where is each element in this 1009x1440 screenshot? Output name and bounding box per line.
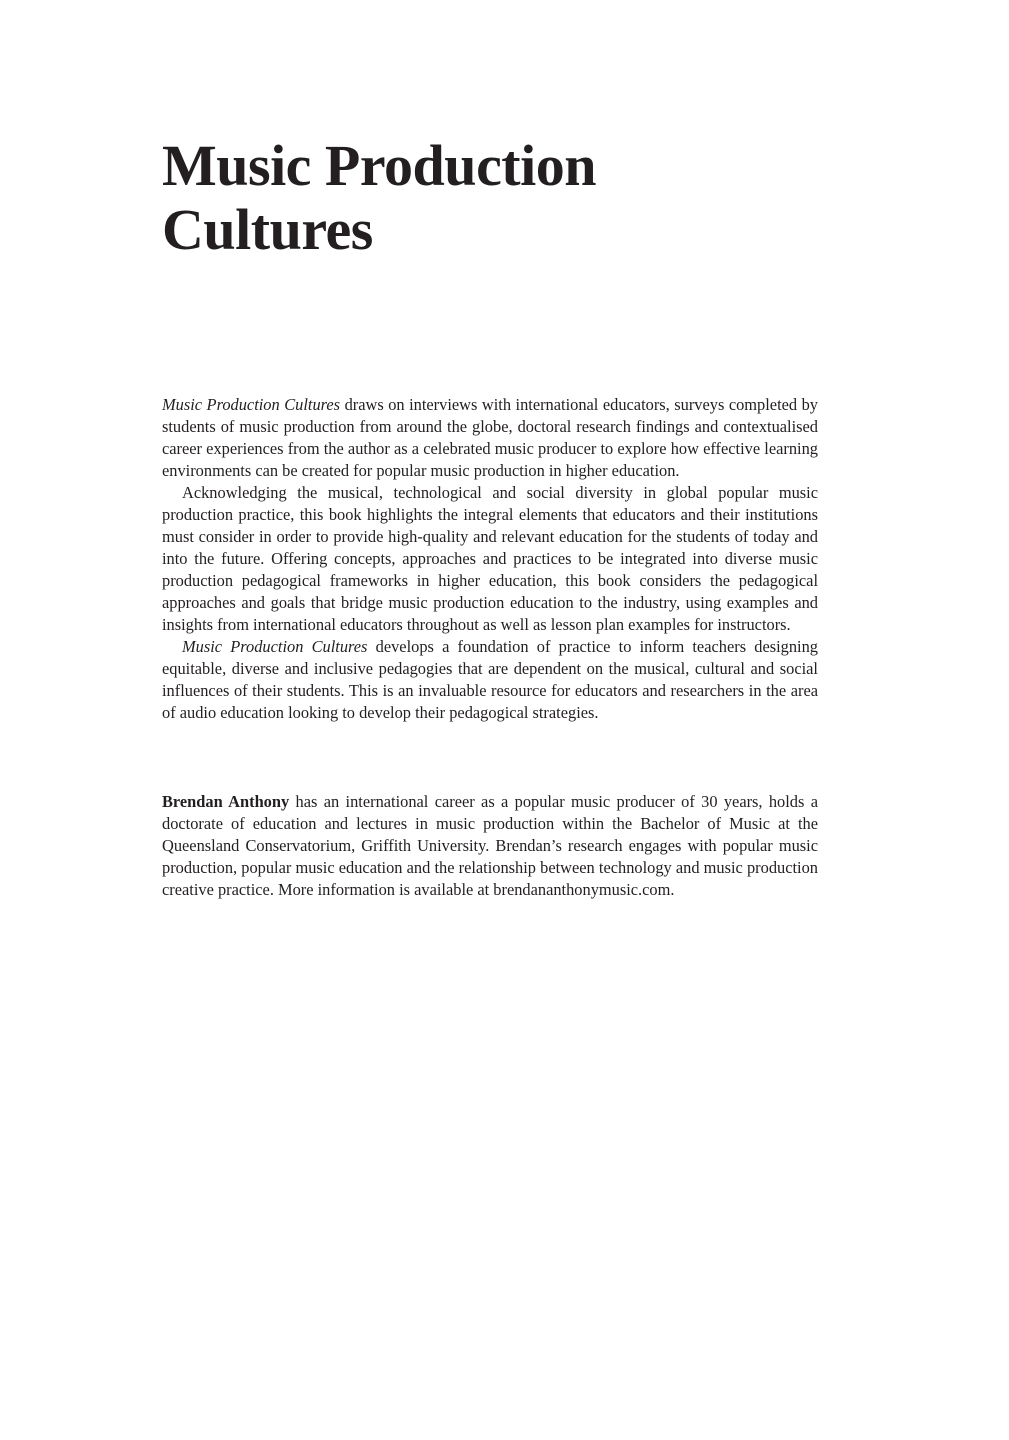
description-book-title-italic-2: Music Production Cultures <box>182 637 368 656</box>
description-paragraph-1-text: draws on interviews with international educators, surveys completed by students of music production from around the globe, doctoral research findings and contextualised career experiences from the author as a celebrated music producer to explore how effective learning environments can be created for popular music production in higher education. <box>162 395 819 480</box>
author-bio-text: has an international career as a popular music producer of 30 years, holds a doctorate of education and lectures in music production within the Bachelor of Music at the Queensland Conservatorium, Griffith University. Brendan’s research engages with popular music production, popular music education and the relationship between technology and music production creative practice. More information is available at brendananthonymusic.com. <box>162 792 818 899</box>
author-bio <box>162 791 818 901</box>
book-description <box>162 394 818 724</box>
description-paragraph-2-text: Acknowledging the musical, technological and social diversity in global popular music production practice, this book highlights the integral elements that educators and their institutions must consider in order to provide high-quality and relevant education for the students of today and into the future. Offering concepts, approaches and practices to be integrated into diverse music production pedagogical frameworks in higher education, this book considers the pedagogical approaches and goals that bridge music production education to the industry, using examples and insights from international educators throughout as well as lesson plan examples for instructors. <box>162 483 818 634</box>
book-title <box>162 134 762 262</box>
book-title-line-2: Cultures <box>162 197 373 262</box>
book-title-line-1: Music Production <box>162 133 596 198</box>
description-paragraph-3-text: develops a foundation of practice to inform teachers designing equitable, diverse and inclusive pedagogies that are dependent on the musical, cultural and social influences of their students. This is an invaluable resource for educators and researchers in the area of audio education looking to develop their pedagogical strategies. <box>162 637 818 722</box>
description-paragraph-2 <box>162 482 818 636</box>
description-paragraph-1 <box>162 394 818 482</box>
description-book-title-italic: Music Production Cultures <box>162 395 341 414</box>
author-bio-paragraph <box>162 791 818 901</box>
description-paragraph-3 <box>162 636 818 724</box>
author-name: Brendan Anthony <box>162 792 290 811</box>
